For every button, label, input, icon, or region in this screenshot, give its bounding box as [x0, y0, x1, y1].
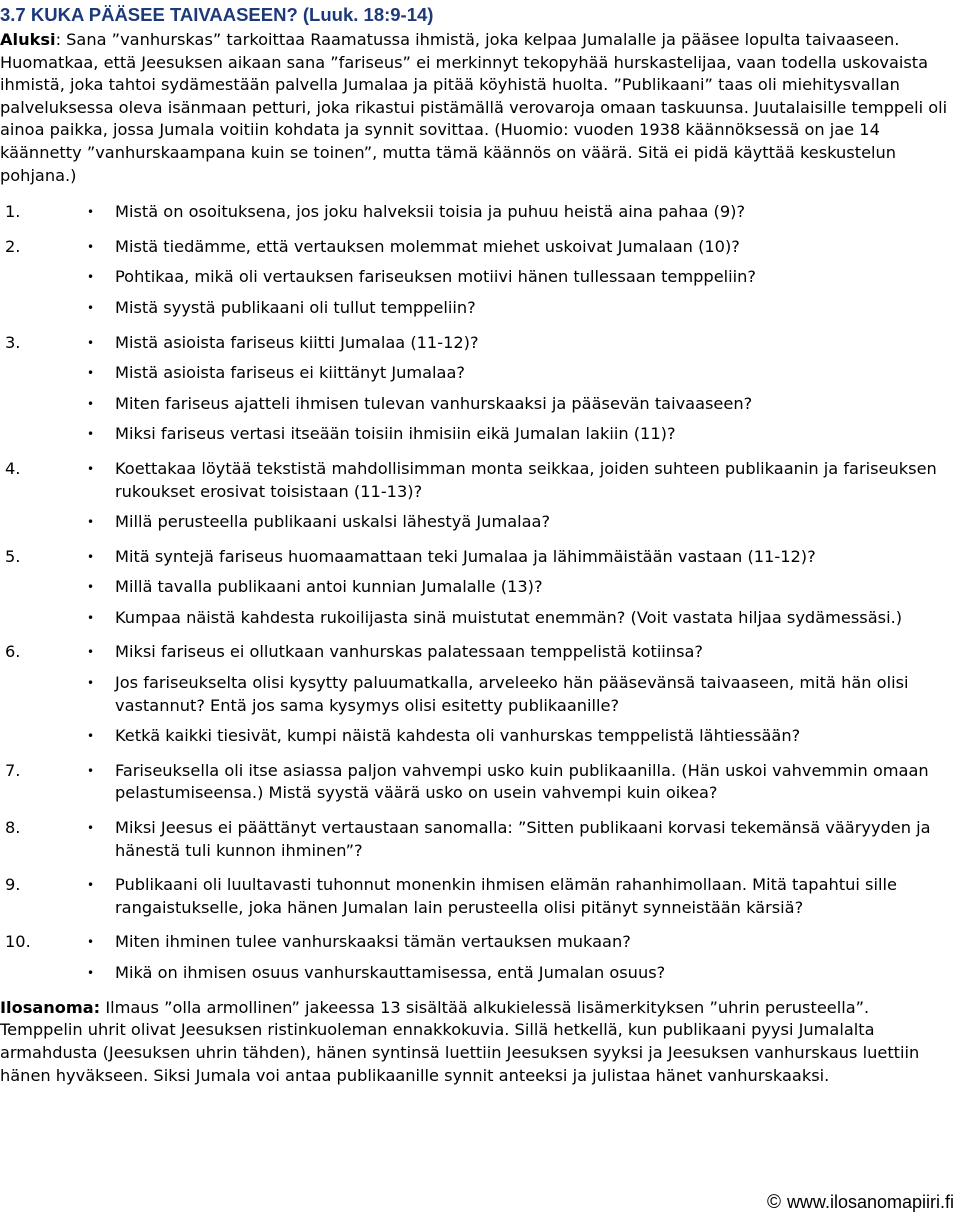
question-item: [5, 874, 955, 919]
bullet-icon: •: [87, 335, 95, 350]
question-item: [5, 393, 955, 416]
question-number: 4.: [5, 458, 21, 478]
question-item: [5, 931, 955, 954]
question-text: Miksi fariseus ei ollutkaan vanhurskas palatessaan temppelistä kotiinsa?: [115, 642, 704, 662]
question-group: [5, 641, 955, 747]
question-item: [5, 266, 955, 289]
question-group: [5, 332, 955, 446]
good-news-text: Ilmaus ”olla armollinen” jakeessa 13 sisältää alkukielessä lisämerkityksen ”uhrin perusteella”. Temppelin uhrit olivat Jeesuksen ristinkuoleman ennakkokuvia. Sillä hetkellä, kun publikaani pyysi Jumalalta armahdusta (Jeesuksen uhrin tähden), hänen syntinsä luettiin Jeesuksen syyksi ja Jeesuksen vanhurskaus luettiin hänen hyväkseen. Siksi Jumala voi antaa publikaanille synnit anteeksi ja julistaa hänet vanhurskaaksi.: [0, 997, 920, 1085]
question-item: [5, 423, 955, 446]
good-news-label: Ilosanoma:: [0, 997, 101, 1017]
question-number: 1.: [5, 202, 21, 222]
footer-url[interactable]: www.ilosanomapiiri.fi: [786, 1192, 954, 1212]
question-item: [5, 362, 955, 385]
question-item: [5, 332, 955, 355]
question-item: [5, 817, 955, 862]
question-text: Publikaani oli luultavasti tuhonnut monenkin ihmisen elämän rahanhimollaan. Mitä tapahtui sille rangaistukselle, joka hänen Jumalan lain perusteella olisi pitänyt synneistään kärsiä?: [115, 875, 897, 917]
question-item: [5, 297, 955, 320]
question-group: [5, 236, 955, 320]
question-text: Mistä tiedämme, että vertauksen molemmat miehet uskoivat Jumalaan (10)?: [115, 236, 740, 256]
bullet-icon: •: [87, 878, 95, 893]
question-number: 9.: [5, 875, 21, 895]
question-item: [5, 576, 955, 599]
bullet-icon: •: [87, 549, 95, 564]
bullet-icon: •: [87, 610, 95, 625]
bullet-icon: •: [87, 239, 95, 254]
copyright-icon: ©: [766, 1192, 781, 1213]
question-text: Miksi fariseus vertasi itseään toisiin ihmisiin eikä Jumalan lakiin (11)?: [115, 424, 676, 444]
question-item: [5, 962, 955, 985]
bullet-icon: •: [87, 366, 95, 381]
question-group: [5, 546, 955, 630]
question-text: Fariseuksella oli itse asiassa paljon vahvempi usko kuin publikaanilla. (Hän uskoi vahvemmin omaan pelastumiseensa.) Mistä syystä väärä usko on usein vahvempi kuin oikea?: [115, 760, 929, 803]
question-text: Koettakaa löytää tekstistä mahdollisimman monta seikkaa, joiden suhteen publikaanin ja fariseuksen rukoukset erosivat toisistaan (11-13)?: [115, 458, 937, 501]
question-item: [5, 760, 955, 805]
question-text: Miten ihminen tulee vanhurskaaksi tämän vertauksen mukaan?: [115, 932, 631, 952]
bullet-icon: •: [87, 676, 95, 691]
question-group: [5, 201, 955, 224]
question-item: [5, 641, 955, 664]
question-number: 7.: [5, 760, 21, 780]
question-list: [5, 201, 955, 984]
question-text: Mikä on ihmisen osuus vanhurskauttamisessa, entä Jumalan osuus?: [115, 963, 666, 982]
question-group: [5, 874, 955, 919]
question-item: [5, 607, 955, 630]
bullet-icon: •: [87, 427, 95, 442]
question-text: Pohtikaa, mikä oli vertauksen fariseuksen motiivi hänen tullessaan temppeliin?: [115, 267, 757, 287]
bullet-icon: •: [87, 821, 95, 836]
question-number: 3.: [5, 332, 21, 352]
intro-label: Aluksi: [0, 30, 56, 49]
question-text: Millä perusteella publikaani uskalsi lähestyä Jumalaa?: [115, 512, 551, 532]
footer-website: [767, 1191, 954, 1214]
question-item: [5, 725, 955, 748]
question-item: [5, 511, 955, 534]
bullet-icon: •: [87, 270, 95, 285]
question-item: [5, 672, 955, 717]
question-text: Mitä syntejä fariseus huomaamattaan teki Jumalaa ja lähimmäistään vastaan (11-12)?: [115, 546, 816, 566]
page-title: 3.7 KUKA PÄÄSEE TAIVAASEEN? (Luuk. 18:9-14): [0, 4, 434, 25]
intro-text: : Sana ”vanhurskas” tarkoittaa Raamatussa ihmistä, joka kelpaa Jumalalle ja pääsee lopulta taivaaseen. Huomatkaa, että Jeesuksen aikaan sana ”fariseus” ei merkinnyt tekopyhää hurskastelijaa, vaan todella uskovaista ihmistä, joka tahtoi sydämestään palvella Jumalaa ja pitää köyhistä huolta. ”Publikaani” taas oli miehitysvallan palveluksessa oleva isänmaan petturi, joka rikastui pistämällä verovaroja omaan taskuunsa. Juutalaisille temppeli oli ainoa paikka, jossa Jumala voitiin kohdata ja synnit sovittaa. (Huomio: vuoden 1938 käännöksessä on jae 14 käännetty ”vanhurskaampana kuin se toinen”, mutta tämä käännös on väärä. Sitä ei pidä käyttää keskustelun pohjana.): [0, 30, 948, 185]
bullet-icon: •: [87, 515, 95, 530]
question-item: [5, 458, 955, 503]
question-item: [5, 236, 955, 259]
question-group: [5, 458, 955, 534]
question-text: Miksi Jeesus ei päättänyt vertaustaan sanomalla: ”Sitten publikaani korvasi tekemänsä vääryyden ja hänestä tuli kunnon ihminen”?: [115, 818, 931, 860]
question-item: [5, 201, 955, 224]
question-number: 5.: [5, 546, 21, 566]
question-group: [5, 760, 955, 805]
question-text: Jos fariseukselta olisi kysytty paluumatkalla, arveleeko hän pääsevänsä taivaaseen, mitä hän olisi vastannut? Entä jos sama kysymys olisi esitetty publikaanille?: [115, 673, 909, 715]
good-news-paragraph: [0, 997, 955, 1088]
bullet-icon: •: [87, 205, 95, 220]
question-text: Ketkä kaikki tiesivät, kumpi näistä kahdesta oli vanhurskas temppelistä lähtiessään?: [115, 726, 801, 746]
question-text: Mistä on osoituksena, jos joku halveksii toisia ja puhuu heistä aina pahaa (9)?: [115, 202, 746, 222]
question-number: 10.: [5, 932, 31, 952]
bullet-icon: •: [87, 966, 95, 980]
bullet-icon: •: [87, 396, 95, 411]
bullet-icon: •: [87, 645, 95, 660]
intro-paragraph: [0, 29, 955, 187]
question-text: Millä tavalla publikaani antoi kunnian Jumalalle (13)?: [115, 577, 543, 597]
question-text: Kumpaa näistä kahdesta rukoilijasta sinä muistutat enemmän? (Voit vastata hiljaa sydämessäsi.): [115, 607, 903, 627]
question-group: [5, 931, 955, 984]
question-item: [5, 546, 955, 569]
question-text: Mistä syystä publikaani oli tullut temppeliin?: [115, 297, 476, 317]
question-text: Mistä asioista fariseus ei kiittänyt Jumalaa?: [115, 363, 465, 383]
bullet-icon: •: [87, 763, 95, 778]
bullet-icon: •: [87, 935, 95, 950]
question-group: [5, 817, 955, 862]
bullet-icon: •: [87, 729, 95, 744]
bullet-icon: •: [87, 300, 95, 315]
question-number: 2.: [5, 236, 21, 256]
bullet-icon: •: [87, 461, 95, 476]
question-text: Mistä asioista fariseus kiitti Jumalaa (11-12)?: [115, 332, 479, 352]
bullet-icon: •: [87, 580, 95, 595]
question-number: 6.: [5, 642, 21, 662]
question-text: Miten fariseus ajatteli ihmisen tulevan vanhurskaaksi ja pääsevän taivaaseen?: [115, 393, 753, 413]
question-number: 8.: [5, 818, 21, 838]
